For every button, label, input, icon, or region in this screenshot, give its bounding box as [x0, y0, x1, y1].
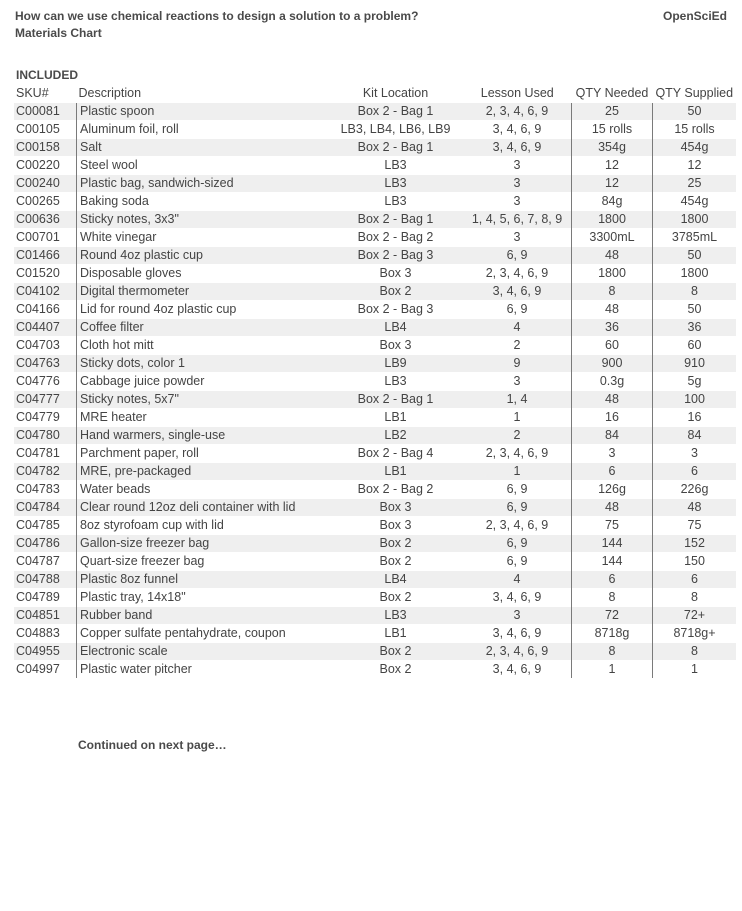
qty-supplied-cell: 75	[653, 517, 737, 535]
table-header-row	[14, 84, 736, 103]
lesson-used-cell: 9	[463, 355, 572, 373]
description-cell: Digital thermometer	[77, 283, 329, 301]
description-cell: Steel wool	[77, 157, 329, 175]
sku-cell: C04883	[14, 625, 77, 643]
lesson-used-cell: 2, 3, 4, 6, 9	[463, 643, 572, 661]
lesson-used-cell: 6, 9	[463, 535, 572, 553]
qty-needed-cell: 25	[572, 103, 653, 121]
qty-supplied-cell: 50	[653, 247, 737, 265]
qty-needed-cell: 84	[572, 427, 653, 445]
lesson-used-cell: 3, 4, 6, 9	[463, 589, 572, 607]
qty-needed-cell: 1800	[572, 211, 653, 229]
qty-supplied-cell: 3785mL	[653, 229, 737, 247]
qty-supplied-cell: 1800	[653, 211, 737, 229]
continued-note: Continued on next page…	[78, 738, 227, 752]
sku-cell: C00265	[14, 193, 77, 211]
column-header-description: Description	[78, 86, 142, 100]
lesson-used-cell: 1	[463, 409, 572, 427]
kit-location-cell: Box 2 - Bag 1	[328, 391, 463, 409]
description-cell: White vinegar	[77, 229, 329, 247]
kit-location-cell: Box 2 - Bag 3	[328, 301, 463, 319]
qty-needed-cell: 1800	[572, 265, 653, 283]
description-cell: Parchment paper, roll	[77, 445, 329, 463]
description-cell: Aluminum foil, roll	[77, 121, 329, 139]
table-row	[14, 463, 736, 481]
kit-location-cell: Box 3	[328, 517, 463, 535]
sku-cell: C00158	[14, 139, 77, 157]
sku-cell: C04783	[14, 481, 77, 499]
lesson-used-cell: 6, 9	[463, 553, 572, 571]
lesson-used-cell: 3	[463, 607, 572, 625]
qty-needed-cell: 48	[572, 301, 653, 319]
kit-location-cell: Box 2	[328, 535, 463, 553]
sku-cell: C04788	[14, 571, 77, 589]
table-row	[14, 157, 736, 175]
table-row	[14, 229, 736, 247]
column-header-lesson-used: Lesson Used	[480, 86, 554, 100]
lesson-used-cell: 3, 4, 6, 9	[463, 139, 572, 157]
kit-location-cell: LB4	[328, 319, 463, 337]
sku-cell: C04851	[14, 607, 77, 625]
sku-cell: C04997	[14, 661, 77, 679]
table-row	[14, 499, 736, 517]
lesson-used-cell: 6, 9	[463, 481, 572, 499]
qty-needed-cell: 84g	[572, 193, 653, 211]
table-row	[14, 661, 736, 679]
kit-location-cell: Box 2	[328, 589, 463, 607]
qty-supplied-cell: 454g	[653, 193, 737, 211]
description-cell: Sticky notes, 3x3"	[77, 211, 329, 229]
qty-needed-cell: 1	[572, 661, 653, 679]
description-cell: 8oz styrofoam cup with lid	[77, 517, 329, 535]
qty-needed-cell: 36	[572, 319, 653, 337]
sku-cell: C04955	[14, 643, 77, 661]
qty-supplied-cell: 150	[653, 553, 737, 571]
description-cell: Quart-size freezer bag	[77, 553, 329, 571]
qty-needed-cell: 144	[572, 535, 653, 553]
sku-cell: C00105	[14, 121, 77, 139]
kit-location-cell: Box 2 - Bag 3	[328, 247, 463, 265]
qty-needed-cell: 6	[572, 463, 653, 481]
table-row	[14, 589, 736, 607]
kit-location-cell: LB3	[328, 607, 463, 625]
qty-supplied-cell: 8	[653, 643, 737, 661]
lesson-used-cell: 3	[463, 175, 572, 193]
page-title: How can we use chemical reactions to design a solution to a problem?	[15, 9, 419, 23]
kit-location-cell: LB1	[328, 625, 463, 643]
qty-supplied-cell: 1800	[653, 265, 737, 283]
lesson-used-cell: 6, 9	[463, 247, 572, 265]
lesson-used-cell: 3, 4, 6, 9	[463, 661, 572, 679]
description-cell: Plastic tray, 14x18"	[77, 589, 329, 607]
lesson-used-cell: 3, 4, 6, 9	[463, 283, 572, 301]
qty-supplied-cell: 60	[653, 337, 737, 355]
table-row	[14, 193, 736, 211]
table-row	[14, 517, 736, 535]
description-cell: Clear round 12oz deli container with lid	[77, 499, 329, 517]
table-row	[14, 211, 736, 229]
description-cell: Water beads	[77, 481, 329, 499]
kit-location-cell: Box 2 - Bag 1	[328, 211, 463, 229]
lesson-used-cell: 2	[463, 337, 572, 355]
lesson-used-cell: 6, 9	[463, 301, 572, 319]
qty-needed-cell: 144	[572, 553, 653, 571]
description-cell: Cloth hot mitt	[77, 337, 329, 355]
description-cell: Hand warmers, single-use	[77, 427, 329, 445]
kit-location-cell: Box 2	[328, 661, 463, 679]
qty-needed-cell: 8	[572, 283, 653, 301]
sku-cell: C01520	[14, 265, 77, 283]
kit-location-cell: Box 3	[328, 265, 463, 283]
qty-supplied-cell: 12	[653, 157, 737, 175]
qty-needed-cell: 8	[572, 589, 653, 607]
sku-cell: C04777	[14, 391, 77, 409]
sku-cell: C04780	[14, 427, 77, 445]
table-row	[14, 355, 736, 373]
kit-location-cell: Box 2	[328, 283, 463, 301]
qty-supplied-cell: 5g	[653, 373, 737, 391]
table-row	[14, 409, 736, 427]
sku-cell: C00636	[14, 211, 77, 229]
qty-needed-cell: 16	[572, 409, 653, 427]
kit-location-cell: LB3	[328, 373, 463, 391]
kit-location-cell: LB1	[328, 463, 463, 481]
column-header-sku: SKU#	[16, 86, 49, 100]
sku-cell: C04782	[14, 463, 77, 481]
sku-cell: C04784	[14, 499, 77, 517]
lesson-used-cell: 3, 4, 6, 9	[463, 625, 572, 643]
lesson-used-cell: 1, 4	[463, 391, 572, 409]
lesson-used-cell: 4	[463, 571, 572, 589]
qty-supplied-cell: 6	[653, 571, 737, 589]
sku-cell: C00240	[14, 175, 77, 193]
qty-needed-cell: 12	[572, 175, 653, 193]
table-row	[14, 121, 736, 139]
description-cell: Plastic water pitcher	[77, 661, 329, 679]
description-cell: Sticky notes, 5x7"	[77, 391, 329, 409]
page-subtitle: Materials Chart	[15, 26, 102, 40]
qty-supplied-cell: 36	[653, 319, 737, 337]
qty-supplied-cell: 15 rolls	[653, 121, 737, 139]
qty-needed-cell: 126g	[572, 481, 653, 499]
kit-location-cell: Box 2	[328, 643, 463, 661]
description-cell: Cabbage juice powder	[77, 373, 329, 391]
sku-cell: C00081	[14, 103, 77, 121]
description-cell: Rubber band	[77, 607, 329, 625]
kit-location-cell: Box 2 - Bag 4	[328, 445, 463, 463]
kit-location-cell: LB3	[328, 175, 463, 193]
table-row	[14, 481, 736, 499]
table-row	[14, 319, 736, 337]
qty-supplied-cell: 50	[653, 301, 737, 319]
qty-supplied-cell: 8	[653, 283, 737, 301]
sku-cell: C04789	[14, 589, 77, 607]
qty-needed-cell: 48	[572, 247, 653, 265]
materials-table	[14, 84, 736, 678]
table-row	[14, 445, 736, 463]
sku-cell: C00701	[14, 229, 77, 247]
sku-cell: C04776	[14, 373, 77, 391]
lesson-used-cell: 1	[463, 463, 572, 481]
table-row	[14, 139, 736, 157]
description-cell: Baking soda	[77, 193, 329, 211]
kit-location-cell: LB4	[328, 571, 463, 589]
qty-needed-cell: 6	[572, 571, 653, 589]
qty-needed-cell: 354g	[572, 139, 653, 157]
description-cell: Plastic 8oz funnel	[77, 571, 329, 589]
sku-cell: C04786	[14, 535, 77, 553]
description-cell: Electronic scale	[77, 643, 329, 661]
sku-cell: C00220	[14, 157, 77, 175]
lesson-used-cell: 3	[463, 157, 572, 175]
sku-cell: C04787	[14, 553, 77, 571]
table-row	[14, 175, 736, 193]
description-cell: Round 4oz plastic cup	[77, 247, 329, 265]
lesson-used-cell: 1, 4, 5, 6, 7, 8, 9	[463, 211, 572, 229]
kit-location-cell: LB3	[328, 193, 463, 211]
kit-location-cell: Box 3	[328, 337, 463, 355]
kit-location-cell: Box 2 - Bag 2	[328, 481, 463, 499]
description-cell: Plastic bag, sandwich-sized	[77, 175, 329, 193]
qty-supplied-cell: 8	[653, 589, 737, 607]
qty-supplied-cell: 910	[653, 355, 737, 373]
qty-needed-cell: 12	[572, 157, 653, 175]
qty-needed-cell: 3	[572, 445, 653, 463]
description-cell: Coffee filter	[77, 319, 329, 337]
sku-cell: C04407	[14, 319, 77, 337]
kit-location-cell: LB9	[328, 355, 463, 373]
column-header-kit-location: Kit Location	[362, 86, 429, 100]
lesson-used-cell: 2, 3, 4, 6, 9	[463, 445, 572, 463]
table-row	[14, 265, 736, 283]
table-row	[14, 301, 736, 319]
lesson-used-cell: 3	[463, 193, 572, 211]
table-row	[14, 103, 736, 121]
sku-cell: C04779	[14, 409, 77, 427]
description-cell: Salt	[77, 139, 329, 157]
table-row	[14, 337, 736, 355]
sku-cell: C01466	[14, 247, 77, 265]
kit-location-cell: LB3	[328, 157, 463, 175]
section-label: INCLUDED	[16, 68, 78, 82]
kit-location-cell: LB3, LB4, LB6, LB9	[328, 121, 463, 139]
description-cell: Gallon-size freezer bag	[77, 535, 329, 553]
qty-needed-cell: 8718g	[572, 625, 653, 643]
table-row	[14, 373, 736, 391]
kit-location-cell: Box 2	[328, 553, 463, 571]
table-row	[14, 571, 736, 589]
lesson-used-cell: 6, 9	[463, 499, 572, 517]
qty-supplied-cell: 48	[653, 499, 737, 517]
kit-location-cell: Box 2 - Bag 2	[328, 229, 463, 247]
kit-location-cell: Box 2 - Bag 1	[328, 139, 463, 157]
lesson-used-cell: 2, 3, 4, 6, 9	[463, 517, 572, 535]
kit-location-cell: LB2	[328, 427, 463, 445]
brand-name: OpenSciEd	[662, 9, 727, 23]
lesson-used-cell: 2, 3, 4, 6, 9	[463, 265, 572, 283]
qty-supplied-cell: 454g	[653, 139, 737, 157]
table-row	[14, 643, 736, 661]
lesson-used-cell: 3	[463, 373, 572, 391]
description-cell: Lid for round 4oz plastic cup	[77, 301, 329, 319]
qty-needed-cell: 48	[572, 499, 653, 517]
qty-supplied-cell: 6	[653, 463, 737, 481]
description-cell: MRE, pre-packaged	[77, 463, 329, 481]
kit-location-cell: Box 2 - Bag 1	[328, 103, 463, 121]
qty-needed-cell: 60	[572, 337, 653, 355]
description-cell: MRE heater	[77, 409, 329, 427]
lesson-used-cell: 2	[463, 427, 572, 445]
sku-cell: C04102	[14, 283, 77, 301]
table-row	[14, 553, 736, 571]
qty-supplied-cell: 84	[653, 427, 737, 445]
qty-supplied-cell: 72+	[653, 607, 737, 625]
table-row	[14, 625, 736, 643]
lesson-used-cell: 4	[463, 319, 572, 337]
page-header	[15, 8, 727, 42]
column-header-qty-needed: QTY Needed	[575, 86, 649, 100]
qty-supplied-cell: 3	[653, 445, 737, 463]
qty-needed-cell: 72	[572, 607, 653, 625]
sku-cell: C04703	[14, 337, 77, 355]
table-row	[14, 427, 736, 445]
sku-cell: C04785	[14, 517, 77, 535]
sku-cell: C04763	[14, 355, 77, 373]
table-row	[14, 607, 736, 625]
sku-cell: C04781	[14, 445, 77, 463]
table-row	[14, 391, 736, 409]
description-cell: Disposable gloves	[77, 265, 329, 283]
qty-needed-cell: 900	[572, 355, 653, 373]
kit-location-cell: LB1	[328, 409, 463, 427]
description-cell: Plastic spoon	[77, 103, 329, 121]
table-row	[14, 283, 736, 301]
sku-cell: C04166	[14, 301, 77, 319]
qty-supplied-cell: 152	[653, 535, 737, 553]
lesson-used-cell: 2, 3, 4, 6, 9	[463, 103, 572, 121]
qty-needed-cell: 3300mL	[572, 229, 653, 247]
qty-supplied-cell: 1	[653, 661, 737, 679]
kit-location-cell: Box 3	[328, 499, 463, 517]
qty-supplied-cell: 25	[653, 175, 737, 193]
qty-supplied-cell: 226g	[653, 481, 737, 499]
qty-needed-cell: 48	[572, 391, 653, 409]
table-row	[14, 247, 736, 265]
description-cell: Copper sulfate pentahydrate, coupon	[77, 625, 329, 643]
column-header-qty-supplied: QTY Supplied	[655, 86, 734, 100]
lesson-used-cell: 3, 4, 6, 9	[463, 121, 572, 139]
table-row	[14, 535, 736, 553]
description-cell: Sticky dots, color 1	[77, 355, 329, 373]
qty-supplied-cell: 8718g+	[653, 625, 737, 643]
qty-supplied-cell: 50	[653, 103, 737, 121]
lesson-used-cell: 3	[463, 229, 572, 247]
qty-supplied-cell: 100	[653, 391, 737, 409]
qty-needed-cell: 0.3g	[572, 373, 653, 391]
qty-supplied-cell: 16	[653, 409, 737, 427]
qty-needed-cell: 15 rolls	[572, 121, 653, 139]
qty-needed-cell: 75	[572, 517, 653, 535]
qty-needed-cell: 8	[572, 643, 653, 661]
